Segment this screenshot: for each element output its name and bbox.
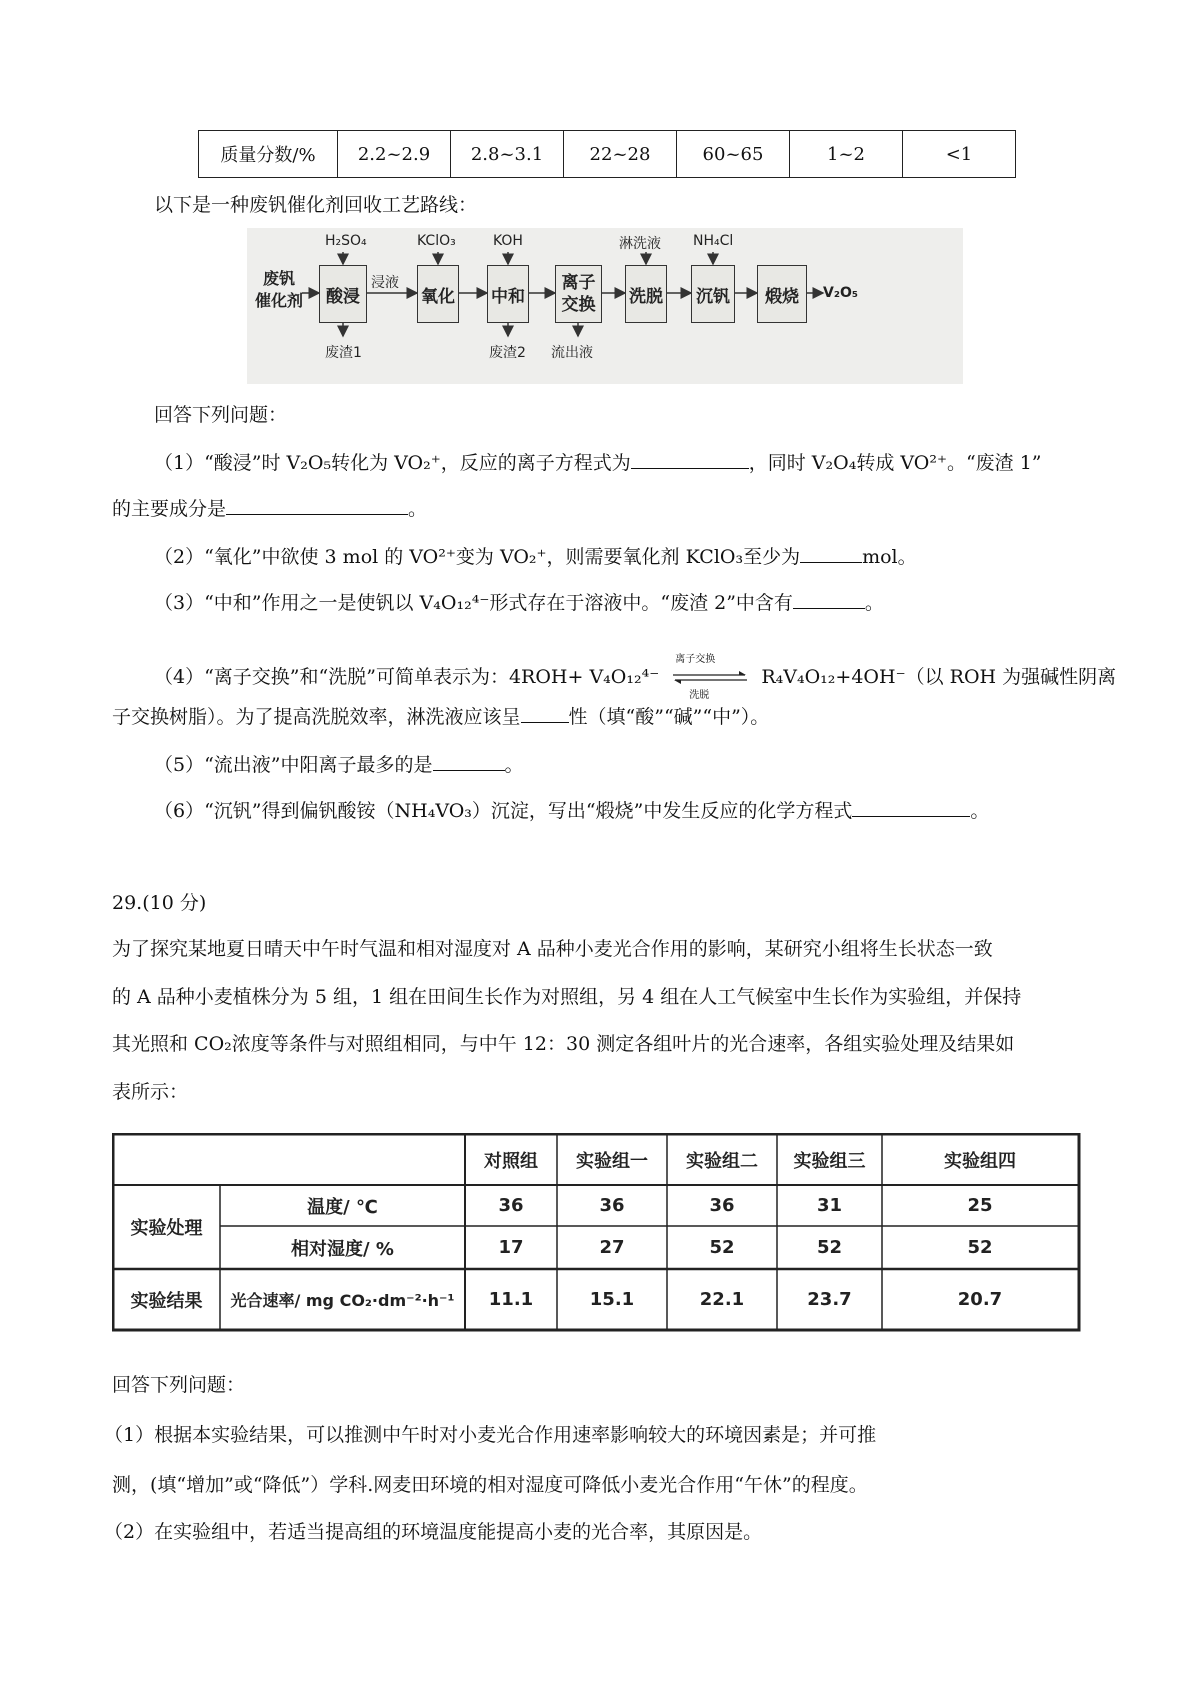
- q28-q3-text: （3）“中和”作用之一是使钒以 V₄O₁₂⁴⁻形式存在于溶液中。“废渣 2”中含有: [154, 592, 793, 614]
- column-header: 实验组一: [576, 1150, 648, 1172]
- q28-q4-text: 子交换树脂）。为了提高洗脱效率，淋洗液应该呈: [112, 706, 521, 728]
- table-cell: 23.7: [807, 1289, 852, 1310]
- flow-reagent: KClO₃: [417, 233, 456, 249]
- column-header: 实验组二: [686, 1150, 758, 1172]
- q29-paragraph: 为了探究某地夏日晴天中午时气温和相对湿度对 A 品种小麦光合作用的影响，某研究小组将生长状态一致: [112, 938, 993, 960]
- experiment-table: [112, 1133, 1082, 1333]
- table-cell: 15.1: [589, 1289, 635, 1310]
- answer-blank: [793, 590, 865, 609]
- mass-cell: 22~28: [564, 131, 677, 178]
- table-cell: 31: [816, 1195, 843, 1216]
- table-cell: 52: [967, 1237, 993, 1258]
- flow-step-acid-leach: 酸浸: [319, 265, 367, 323]
- flow-step-ion-exchange: 离子 交换: [555, 265, 602, 323]
- q28-q2-text: （2）“氧化”中欲使 3 mol 的 VO²⁺变为 VO₂⁺，则需要氧化剂 KClO₃至少为: [154, 546, 801, 568]
- flow-step-neutralize: 中和: [487, 265, 529, 323]
- row-label: 温度/ ℃: [307, 1196, 378, 1218]
- flow-step-calcine: 煅烧: [757, 265, 807, 323]
- column-header: 对照组: [484, 1150, 538, 1172]
- table-cell: 52: [709, 1237, 735, 1258]
- flow-output: 流出液: [551, 345, 593, 361]
- table-cell: 17: [498, 1237, 524, 1258]
- process-flow-diagram: [247, 228, 963, 384]
- answer-blank: [226, 496, 408, 515]
- table-cell: 25: [967, 1195, 993, 1216]
- column-header: 实验组四: [944, 1150, 1016, 1172]
- q29-question-1-line-2: 测，(填“增加”或“降低”）学科.网麦田环境的相对湿度可降低小麦光合作用“午休”的程度。: [112, 1474, 868, 1496]
- q28-question-3: [154, 588, 884, 615]
- answer-blank: [521, 704, 569, 723]
- flow-reagent: 淋洗液: [619, 236, 661, 252]
- equilibrium-arrow: [671, 654, 749, 701]
- q28-q5-text: （5）“流出液”中阳离子最多的是: [154, 754, 433, 776]
- mass-cell: 2.8~3.1: [451, 131, 564, 178]
- table-cell: 20.7: [957, 1289, 1003, 1310]
- flow-step-elute: 洗脱: [625, 265, 667, 323]
- mass-row-label: 质量分数/%: [199, 131, 338, 178]
- q28-q4-text: 性（填“酸”“碱”“中”）。: [568, 706, 770, 728]
- q29-question-1-line-1: （1）根据本实验结果，可以推测中午时对小麦光合作用速率影响较大的环境因素是；并可推: [104, 1424, 877, 1446]
- q29-question-2: （2）在实验组中，若适当提高组的环境温度能提高小麦的光合率，其原因是。: [104, 1521, 763, 1543]
- answer-blank: [433, 752, 505, 771]
- flow-output: 废渣1: [325, 345, 362, 361]
- q28-question-1-line-2: [112, 494, 427, 521]
- q29-paragraph: 表所示：: [112, 1081, 189, 1103]
- flow-step-precipitate: 沉钒: [691, 265, 735, 323]
- q28-question-4-line-2: [112, 702, 769, 729]
- column-header: 实验组三: [793, 1150, 866, 1172]
- table-cell: 36: [709, 1195, 735, 1216]
- answer-blank: [800, 544, 862, 563]
- q28-q4-text: R₄V₄O₁₂+4OH⁻（以 ROH 为强碱性阴离: [761, 666, 1117, 688]
- flow-product-label: V₂O₅: [823, 285, 858, 301]
- table-cell: 36: [599, 1195, 625, 1216]
- mass-cell: 1~2: [790, 131, 903, 178]
- flow-reagent: H₂SO₄: [325, 233, 367, 249]
- q29-paragraph: 其光照和 CO₂浓度等条件与对照组相同，与中午 12：30 测定各组叶片的光合速率，各组实验处理及结果如: [112, 1033, 1015, 1055]
- mass-cell: <1: [903, 131, 1016, 178]
- q28-question-2: [154, 542, 917, 569]
- q28-question-1-line-1: [154, 448, 1042, 475]
- q28-question-5: [154, 750, 524, 777]
- flow-reagent: NH₄Cl: [693, 233, 734, 249]
- row-label: 相对湿度/ %: [291, 1238, 394, 1260]
- q28-q6-text: （6）“沉钒”得到偏钒酸铵（NH₄VO₃）沉淀，写出“煅烧”中发生反应的化学方程式: [154, 800, 853, 822]
- answer-blank: [852, 798, 970, 817]
- row-label: 光合速率/ mg CO₂·dm⁻²·h⁻¹: [230, 1291, 455, 1310]
- mass-fraction-table: [198, 130, 1016, 178]
- table-cell: 22.1: [699, 1289, 745, 1310]
- table-cell: 11.1: [488, 1289, 534, 1310]
- table-cell: 36: [498, 1195, 524, 1216]
- group-label-treatment: 实验处理: [130, 1218, 203, 1239]
- table-cell: 52: [816, 1237, 843, 1258]
- answer-blank: [631, 450, 749, 469]
- arrow-label-bottom: 洗脱: [689, 690, 710, 701]
- q28-q1-text: 的主要成分是: [112, 498, 227, 520]
- flow-reagent: KOH: [493, 233, 523, 249]
- mass-cell: 60~65: [677, 131, 790, 178]
- q28-q1-text: 。: [408, 498, 428, 520]
- equilibrium-arrow-icon: [671, 668, 749, 688]
- q29-number: 29.(10 分): [112, 892, 207, 914]
- q28-question-6: [154, 796, 989, 823]
- flow-leachate-label: 浸液: [371, 275, 399, 291]
- arrow-label-top: 离子交换: [675, 654, 716, 665]
- flow-step-oxidize: 氧化: [417, 265, 459, 323]
- mass-cell: 2.2~2.9: [338, 131, 451, 178]
- q28-q5-text: 。: [504, 754, 524, 776]
- q28-q1-text: ，同时 V₂O₄转成 VO²⁺。“废渣 1”: [748, 452, 1042, 474]
- table-cell: 27: [599, 1237, 625, 1258]
- q29-paragraph: 的 A 品种小麦植株分为 5 组，1 组在田间生长作为对照组，另 4 组在人工气候室中生长作为实验组，并保持: [112, 986, 1022, 1008]
- table-row: [199, 131, 1016, 178]
- flow-input-label: 废钒 催化剂: [255, 269, 304, 310]
- flow-output: 废渣2: [489, 345, 526, 361]
- group-label-result: 实验结果: [130, 1290, 203, 1312]
- q28-q6-text: 。: [970, 800, 990, 822]
- q28-question-4-line-1: [154, 654, 1117, 701]
- intro-line: 以下是一种废钒催化剂回收工艺路线：: [154, 194, 478, 216]
- q29-answer-heading: 回答下列问题：: [112, 1374, 246, 1396]
- q28-q2-text: mol。: [862, 546, 917, 568]
- q28-answer-heading: 回答下列问题：: [154, 404, 288, 426]
- q28-q3-text: 。: [864, 592, 884, 614]
- q28-q1-text: （1）“酸浸”时 V₂O₅转化为 VO₂⁺，反应的离子方程式为: [154, 452, 631, 474]
- q28-q4-text: （4）“离子交换”和“洗脱”可简单表示为：4ROH+ V₄O₁₂⁴⁻: [154, 666, 660, 688]
